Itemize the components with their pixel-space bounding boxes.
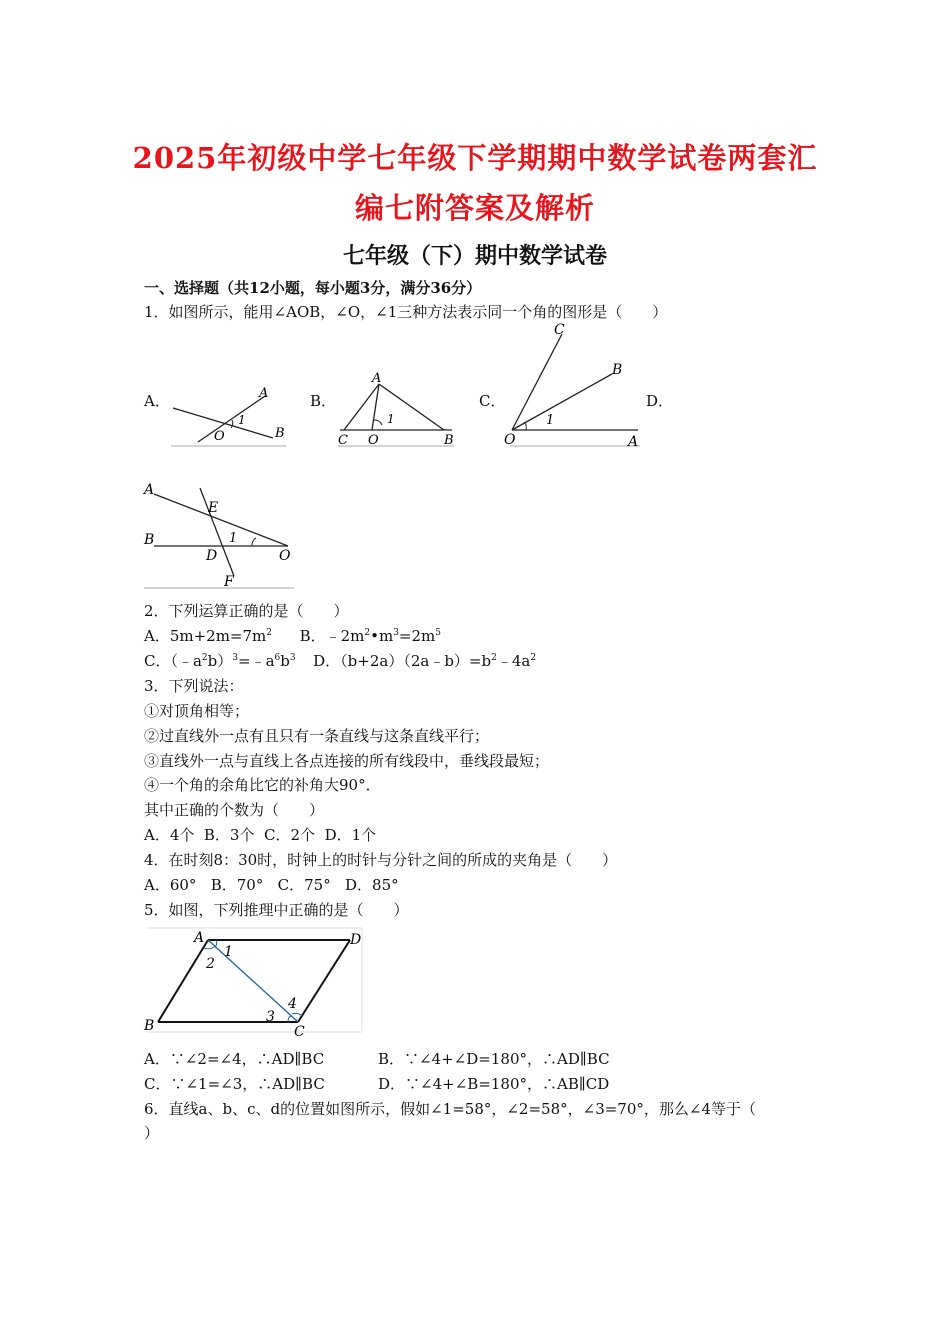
fig-d-label-e: E: [208, 500, 219, 516]
q1-figure-d: [142, 476, 298, 592]
q2-options-ab: [144, 626, 441, 646]
q3-statement-4: ④一个角的余角比它的补角大90°．: [144, 776, 381, 794]
q3-stem: 3．下列说法：: [144, 677, 244, 695]
fig-c-label-c: C: [554, 322, 565, 338]
fig-d-label-1: 1: [229, 531, 238, 546]
q3-options: A．4个 B．3个 C．2个 D．1个: [144, 826, 377, 844]
fig-b-label-o: O: [368, 433, 379, 448]
fig-d-label-b: B: [144, 532, 155, 548]
q3-statement-2: ②过直线外一点有且只有一条直线与这条直线平行；: [144, 727, 490, 745]
section-heading: 一、选择题（共12小题，每小题3分，满分36分）: [144, 279, 482, 297]
fig-c-label-a: A: [628, 434, 639, 450]
q2-options-cd: [144, 651, 536, 671]
q5-option-a: A．∵∠2=∠4，∴AD∥BC: [144, 1050, 325, 1068]
q1-option-b-label: B．: [310, 392, 337, 410]
fig-a-label-b: B: [275, 426, 285, 441]
q3-statement-1: ①对顶角相等；: [144, 702, 250, 720]
fig-d-label-o: O: [279, 548, 291, 564]
document-title-line2: 编七附答案及解析: [354, 191, 595, 225]
q1-option-d-label: D．: [646, 392, 674, 410]
exam-subtitle: 七年级（下）期中数学试卷: [342, 243, 607, 269]
q4-stem: 4．在时刻8：30时，时钟上的时针与分针之间的所成的夹角是（ ）: [144, 851, 618, 869]
q2-option-d: D．$(b+2a)(2a﹣b)=b^2﹣4a^2$: [313, 652, 537, 670]
fig-c-label-b: B: [612, 362, 623, 378]
q5-fig-label-a: A: [194, 930, 205, 946]
q5-fig-label-1: 1: [224, 944, 233, 960]
q6-stem-line2: ）: [144, 1124, 160, 1142]
q1-option-a-label: A．: [144, 392, 170, 410]
fig-b-label-b: B: [444, 433, 454, 448]
fig-c-label-o: O: [504, 432, 516, 448]
fig-b-label-a: A: [372, 371, 382, 386]
document-title-line1: 2025年初级中学七年级下学期期中数学试卷两套汇: [132, 141, 818, 175]
fig-a-label-1: 1: [238, 413, 246, 427]
q3-statement-3: ③直线外一点与直线上各点连接的所有线段中，垂线段最短；: [144, 752, 550, 770]
q2-option-a: A．$5m+2m=7m^2$: [144, 627, 273, 645]
fig-b-label-1: 1: [387, 412, 395, 426]
q5-fig-label-b: B: [144, 1018, 155, 1034]
q5-stem: 5．如图，下列推理中正确的是（ ）: [144, 901, 409, 919]
fig-d-label-f: F: [224, 574, 234, 590]
q1-option-c-label: C．: [479, 392, 506, 410]
q5-fig-label-d: D: [350, 932, 362, 948]
q5-option-d: D．∵∠4+∠B=180°，∴AB∥CD: [378, 1075, 610, 1093]
q5-fig-label-4: 4: [288, 996, 297, 1012]
q1-stem: 1．如图所示，能用∠AOB，∠O，∠1三种方法表示同一个角的图形是（ ）: [144, 303, 668, 321]
q2-option-b: B．$﹣2m^2•m^3=2m^5$: [299, 627, 441, 645]
fig-c-label-1: 1: [546, 413, 555, 428]
q5-figure: [142, 926, 366, 1036]
q5-fig-label-c: C: [294, 1024, 305, 1036]
q1-figure-b: [334, 368, 460, 450]
q6-stem-line1: 6．直线a、b、c、d的位置如图所示，假如∠1=58°，∠2=58°，∠3=70°，那么∠4等于（: [144, 1100, 757, 1118]
q4-options: A．60° B．70° C．75° D．85°: [144, 876, 399, 894]
q3-ask: 其中正确的个数为（ ）: [144, 801, 325, 819]
fig-a-label-o: O: [214, 429, 225, 444]
q5-option-c: C．∵∠1=∠3，∴AD∥BC: [144, 1075, 325, 1093]
fig-b-label-c: C: [338, 433, 348, 448]
q5-fig-label-3: 3: [266, 1009, 275, 1025]
q2-option-c: C．$(﹣a^2b)^3=﹣a^6b^3$: [144, 652, 296, 670]
q5-fig-label-2: 2: [206, 956, 215, 972]
fig-d-label-d: D: [206, 548, 218, 564]
fig-d-label-a: A: [144, 482, 155, 498]
fig-a-label-a: A: [259, 386, 269, 401]
q5-option-b: B．∵∠4+∠D=180°，∴AD∥BC: [378, 1050, 610, 1068]
q1-figure-c: [500, 318, 642, 450]
q1-figure-a: [168, 380, 290, 450]
q2-stem: 2．下列运算正确的是（ ）: [144, 602, 349, 620]
